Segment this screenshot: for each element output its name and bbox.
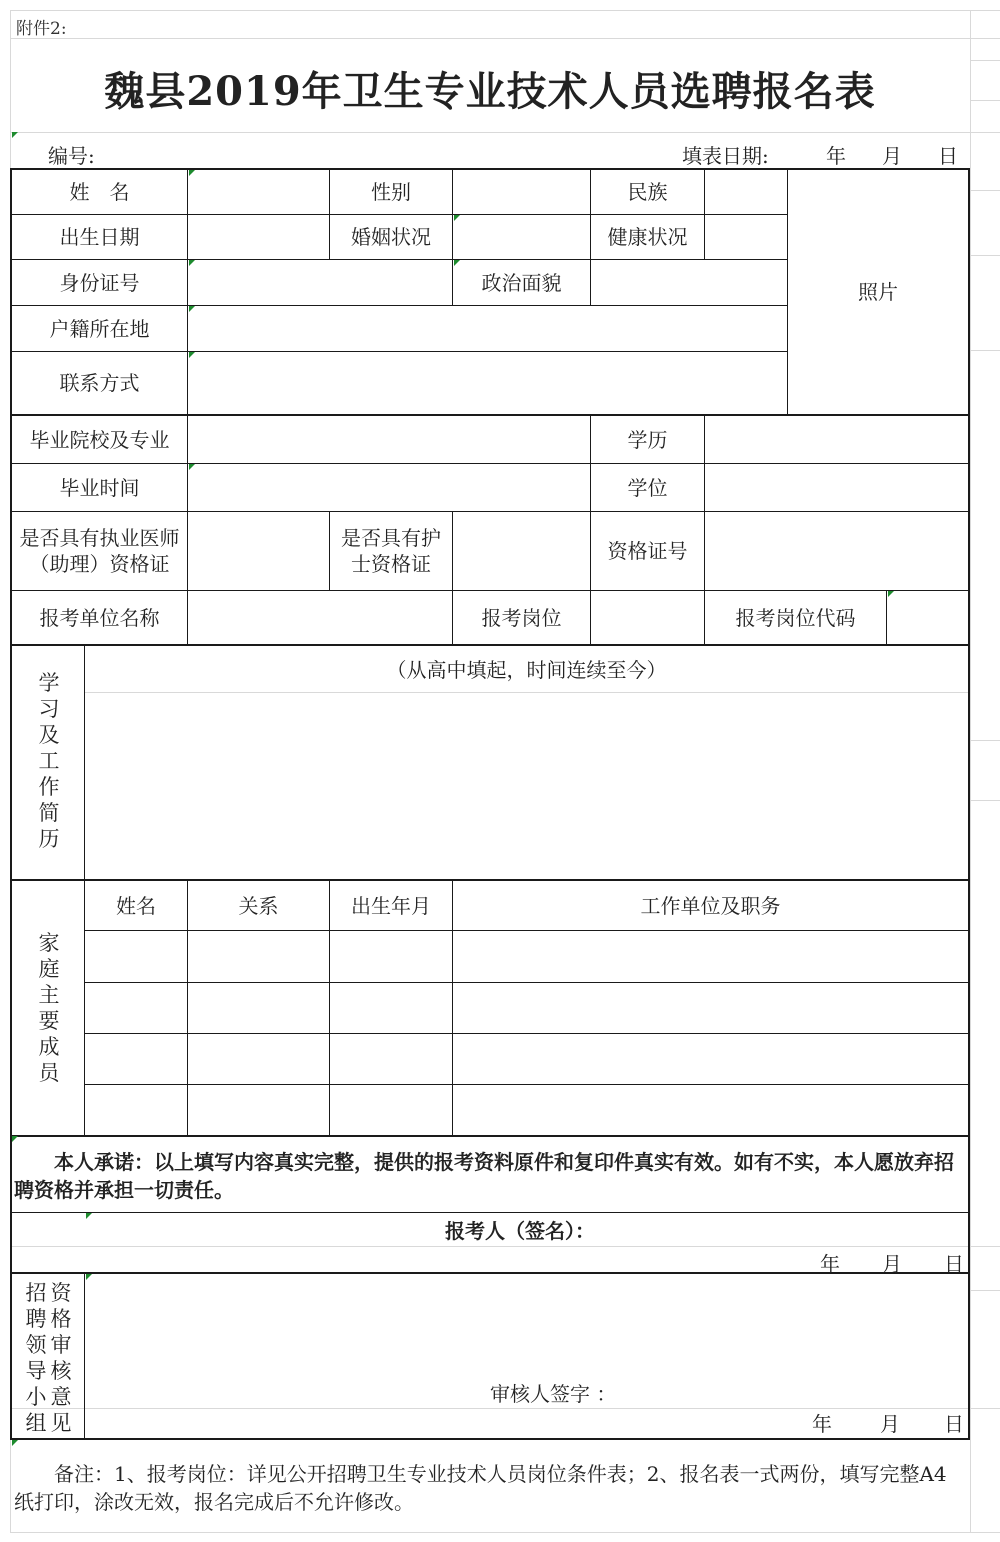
pledge-month: 月 — [882, 1252, 902, 1276]
label-id-number: 身份证号 — [59, 270, 140, 295]
table-border — [10, 1135, 970, 1137]
label-political-status: 政治面貌 — [481, 270, 562, 295]
grid-line — [10, 10, 1000, 11]
label-household-registration: 户籍所在地 — [49, 316, 150, 341]
label-birth-date: 出生日期 — [59, 225, 140, 249]
physician-qualification-input[interactable] — [188, 512, 329, 590]
grid-line — [970, 255, 1000, 256]
footnote: 备注：1、报考岗位：详见公开招聘卫生专业技术人员岗位条件表；2、报名表一式两份，填写完整A4纸打印，涂改无效，报名完成后不允许修改。 — [14, 1462, 947, 1514]
cell-marker — [12, 1136, 18, 1142]
label-marital-status: 婚姻状况 — [351, 225, 431, 249]
pledge-day: 日 — [944, 1252, 964, 1276]
contact-input[interactable] — [188, 352, 787, 414]
family-member-row[interactable] — [85, 931, 968, 982]
pledge-text: 本人承诺：以上填写内容真实完整，提供的报考资料原件和复印件真实有效。如有不实，本人愿放弃招聘资格并承担一切责任。 — [14, 1150, 954, 1202]
cell-marker — [454, 260, 460, 266]
grid-line — [10, 1408, 1000, 1409]
family-member-row[interactable] — [85, 1085, 968, 1135]
family-header-workplace: 工作单位及职务 — [640, 893, 781, 918]
fill-date-day: 日 — [938, 144, 958, 168]
label-applied-unit: 报考单位名称 — [39, 605, 160, 630]
family-header-name: 姓名 — [116, 893, 156, 918]
grid-line — [970, 190, 1000, 191]
label-nurse-qualification: 是否具有护士资格证 — [341, 526, 441, 576]
label-post-code: 报考岗位代码 — [735, 605, 856, 630]
label-degree: 学位 — [627, 475, 668, 500]
label-ethnicity: 民族 — [627, 180, 668, 204]
grid-line — [10, 1438, 11, 1532]
review-month: 月 — [880, 1412, 900, 1436]
cell-marker — [86, 1213, 92, 1219]
grid-line — [970, 100, 1000, 101]
family-member-row[interactable] — [85, 983, 968, 1033]
photo-box: 照片 — [858, 280, 898, 304]
birth-date-input[interactable] — [188, 215, 329, 259]
table-border — [968, 168, 970, 1440]
grid-line — [10, 38, 1000, 39]
page-title: 魏县2019年卫生专业技术人员选聘报名表 — [104, 68, 876, 115]
household-registration-input[interactable] — [188, 306, 787, 351]
review-label-right: 资格审核意见 — [50, 1281, 72, 1435]
marital-status-input[interactable] — [453, 215, 590, 259]
cell-marker — [189, 306, 195, 312]
table-border — [329, 511, 330, 591]
family-header-relation: 关系 — [238, 893, 279, 918]
grid-line — [970, 60, 1000, 61]
cell-marker — [189, 464, 195, 470]
label-gender: 性别 — [371, 180, 411, 204]
education-input[interactable] — [705, 416, 968, 463]
ethnicity-input[interactable] — [705, 170, 787, 214]
pledge-year: 年 — [820, 1252, 840, 1276]
grid-line — [10, 132, 1000, 133]
cell-marker — [888, 591, 894, 597]
gender-input[interactable] — [453, 170, 590, 214]
cell-marker — [86, 1274, 92, 1280]
grid-line — [970, 740, 1000, 741]
label-applied-post: 报考岗位 — [481, 605, 562, 630]
label-certificate-number: 资格证号 — [607, 539, 688, 563]
fill-date-month: 月 — [882, 144, 902, 168]
nurse-qualification-input[interactable] — [453, 512, 590, 590]
cell-marker — [189, 260, 195, 266]
fill-date-year: 年 — [826, 144, 846, 168]
label-name: 姓 名 — [69, 180, 130, 204]
serial-number-label: 编号: — [48, 144, 95, 168]
table-border — [10, 1438, 970, 1440]
applicant-signature-field[interactable] — [85, 1213, 968, 1246]
label-contact: 联系方式 — [59, 371, 140, 395]
applied-unit-input[interactable] — [188, 591, 452, 644]
fill-date-label: 填表日期: — [682, 144, 769, 168]
label-health-status: 健康状况 — [607, 225, 688, 249]
grid-line — [970, 800, 1000, 801]
political-status-input[interactable] — [591, 260, 787, 305]
label-school-major: 毕业院校及专业 — [29, 427, 170, 452]
attachment-label: 附件2: — [16, 19, 67, 39]
applicant-signature-label: 报考人（签名）： — [445, 1219, 595, 1243]
grid-line — [970, 1290, 1000, 1291]
cell-marker — [12, 132, 18, 138]
table-border — [10, 644, 970, 646]
degree-input[interactable] — [705, 464, 968, 511]
graduation-time-input[interactable] — [188, 464, 590, 511]
health-status-input[interactable] — [705, 215, 787, 259]
cell-marker — [189, 352, 195, 358]
grid-line — [10, 1246, 1000, 1247]
review-day: 日 — [944, 1412, 964, 1436]
cell-marker — [189, 170, 195, 176]
name-input[interactable] — [188, 170, 329, 214]
grid-line — [970, 350, 1000, 351]
resume-section-label: 学习及工作简历 — [38, 671, 60, 851]
grid-line — [970, 10, 971, 1532]
review-year: 年 — [812, 1412, 832, 1436]
review-label-left: 招聘领导小组 — [25, 1281, 47, 1435]
post-code-input[interactable] — [887, 591, 968, 644]
family-header-birth: 出生年月 — [351, 893, 431, 918]
family-section-label: 家庭主要成员 — [38, 931, 60, 1085]
family-member-row[interactable] — [85, 1034, 968, 1084]
resume-hint: （从高中填起，时间连续至今） — [386, 658, 667, 682]
certificate-number-input[interactable] — [705, 512, 968, 590]
applied-post-input[interactable] — [591, 591, 704, 644]
label-physician-qualification: 是否具有执业医师（助理）资格证 — [19, 526, 180, 576]
review-opinion-input[interactable] — [85, 1274, 968, 1374]
cell-marker — [454, 215, 460, 221]
grid-line — [10, 1532, 1000, 1533]
label-graduation-time: 毕业时间 — [59, 475, 140, 500]
id-number-input[interactable] — [188, 260, 452, 305]
resume-input[interactable] — [85, 693, 968, 879]
reviewer-signature-label: 审核人签字 ： — [490, 1382, 617, 1406]
label-education: 学历 — [627, 427, 668, 452]
cell-marker — [12, 1440, 18, 1446]
school-major-input[interactable] — [188, 416, 590, 463]
